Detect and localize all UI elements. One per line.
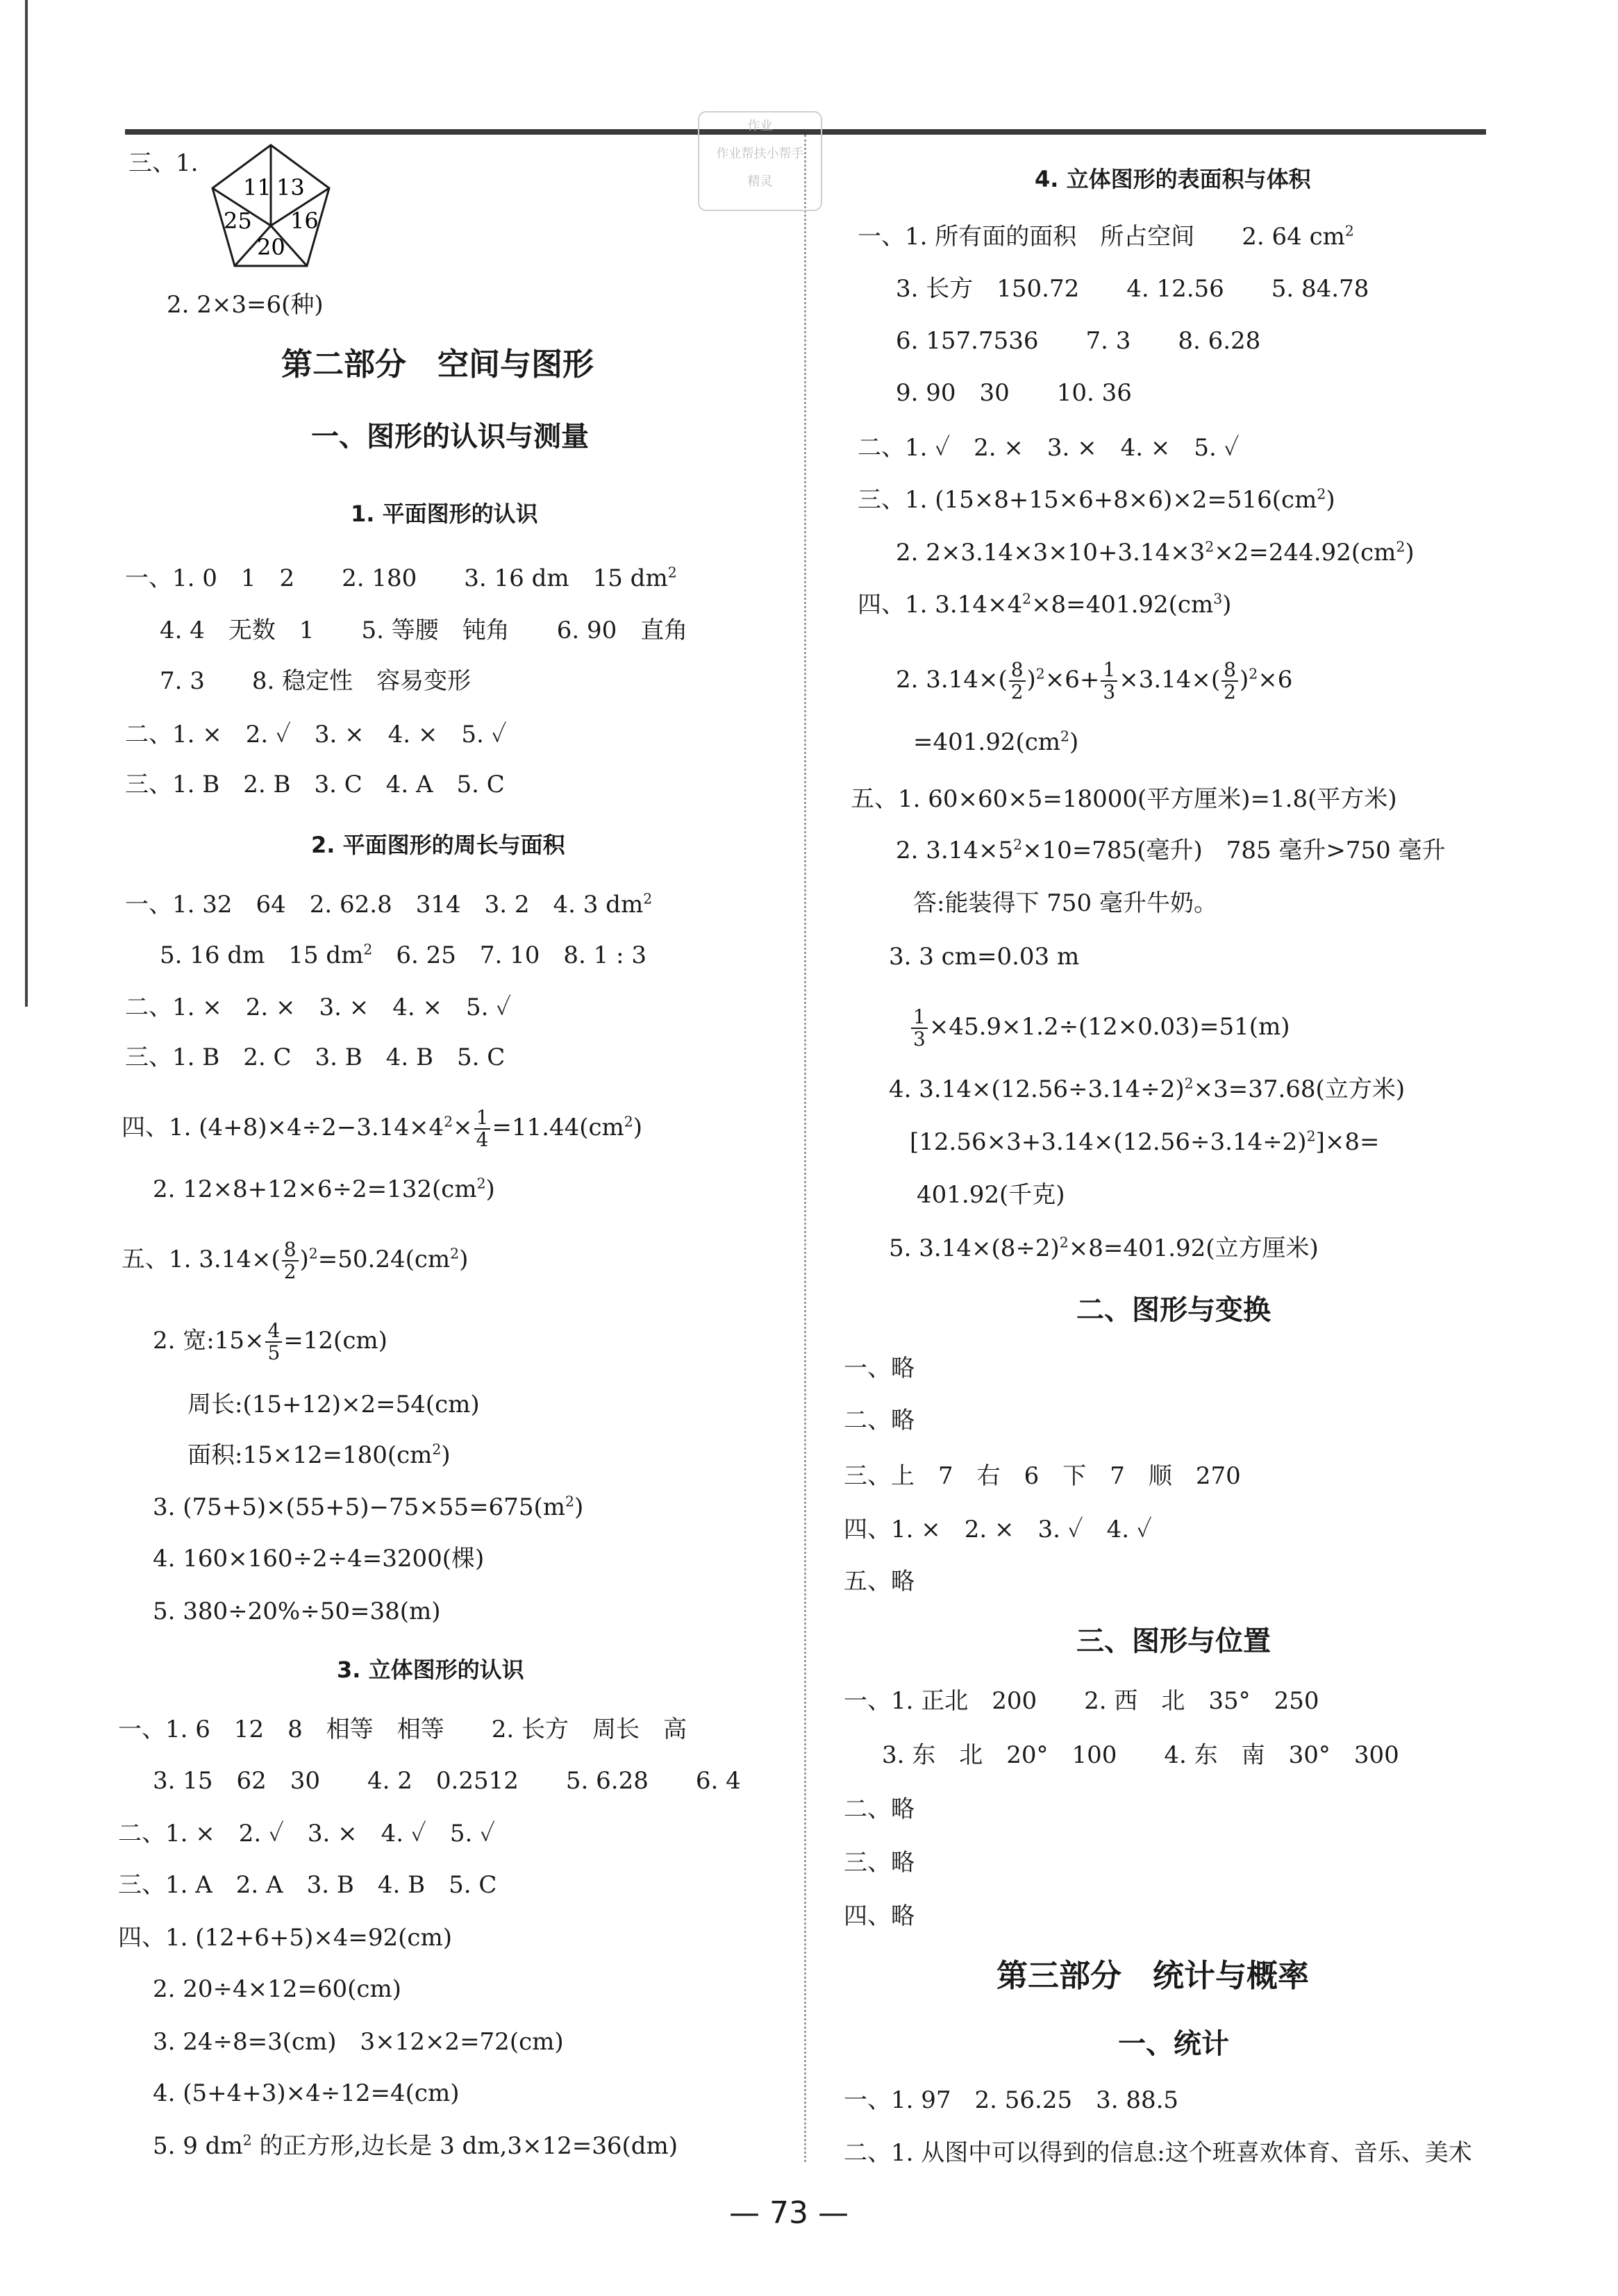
answer-line: 五、1. 3.14×( $\frac{8}{2}$ )$^2=50.24(cm^2)$ [122,1238,469,1283]
watermark-stamp: 作业 作业帮扶小帮手 精灵 [698,111,822,211]
answer-line: 5. 380÷20%÷50=38(m) [153,1598,441,1625]
answer-line: 4. (5+4+3)×4÷12=4(cm) [153,2079,460,2107]
answer-line: 四、1. $(4+8)\times 4\div 2-3.14\times 4^2\times$ $\frac{1}{4}$ $=11.44(cm^2)$ [122,1106,643,1151]
answer-line: 一、1. 所有面的面积 所占空间 2. 64 $cm^2$ [858,222,1354,251]
answer-line: 四、略 [844,1902,915,1930]
answer-line: 三、1. B 2. B 3. C 4. A 5. C [125,771,505,798]
answer-line: 3. 24÷8=3(cm) 3×12×2=72(cm) [153,2028,564,2056]
answer-line: 三、1. A 2. A 3. B 4. B 5. C [118,1871,497,1899]
section-title: 一、统计 [1118,2028,1229,2060]
answer-line: 二、1. × 2. ✓ 3. × 4. × 5. ✓ [125,721,507,748]
fraction: $\frac{8}{2}$ [1009,660,1026,703]
answer-line: 3. 3 cm=0.03 m [889,943,1080,971]
section-title: 三、图形与位置 [1076,1625,1271,1657]
fraction: $\frac{8}{2}$ [1221,660,1238,703]
answer-line: 3. 15 62 30 4. 2 0.2512 5. 6.28 6. 4 [153,1767,741,1795]
pentagon-number: 25 [224,208,252,234]
fraction: $\frac{1}{4}$ [474,1107,491,1150]
answer-line: 2. 宽:15× $\frac{4}{5}$ =12(cm) [153,1319,387,1364]
fraction: $\frac{4}{5}$ [265,1321,282,1364]
answer-line: 面积$:15\times 12=180(cm^2)$ [187,1441,451,1469]
pentagon-number: 13 [276,174,305,201]
answer-line: 四、1. × 2. × 3. ✓ 4. ✓ [844,1516,1152,1543]
fraction: $\frac{1}{3}$ [1101,660,1117,703]
answer-line: 二、1. ✓ 2. × 3. × 4. × 5. ✓ [858,434,1240,462]
answer-line: 3. 东 北 20° 100 4. 东 南 30° 300 [882,1741,1399,1769]
answer-line: 5. 9 $dm^2$ 的正方形,边长是 3 dm,3×12=36(dm) [153,2131,678,2160]
answer-line: 答:能装得下 750 毫升牛奶。 [913,889,1217,917]
answer-line: 2. $12\times 8+12\times 6\div 2=132(cm^2)$ [153,1175,495,1203]
answer-line: 5. $3.14\times(8\div 2)^2\times 8=401.92$(立方厘米) [889,1234,1319,1262]
answer-line: 一、1. 6 12 8 相等 相等 2. 长方 周长 高 [118,1716,687,1743]
answer-line: 一、1. 0 1 2 2. 180 3. 16 dm 15 $dm^2$ [125,564,677,592]
answer-line: 二、1. × 2. ✓ 3. × 4. ✓ 5. ✓ [118,1820,496,1847]
section-title: 二、图形与变换 [1076,1294,1271,1326]
answer-line: 2. 3.14×( $\frac{8}{2}$ )$^2$×6+ $\frac{1}{3}$ ×3.14×( $\frac{8}{2}$ )$^2$×6 [896,658,1293,703]
answer-line: 四、1. (12+6+5)×4=92(cm) [118,1924,452,1952]
answer-line: 4. $3.14\times(12.56\div 3.14\div 2)^2\times 3=37.68$(立方米) [889,1075,1406,1103]
answer-line: 二、略 [844,1407,915,1434]
answer-line: 2. 2×3=6(种) [167,291,324,319]
answer-line: 三、略 [844,1849,915,1877]
answer-line: 一、1. 97 2. 56.25 3. 88.5 [844,2086,1179,2114]
answer-line: 一、1. 32 64 2. 62.8 314 3. 2 4. 3 $dm^2$ [125,890,653,919]
answer-line: 二、略 [844,1795,915,1823]
answer-line: $\frac{1}{3}$ ×45.9×1.2÷(12×0.03)=51(m) [910,1007,1290,1050]
pentagon-number: 16 [290,208,319,234]
answer-line: 2. $2\times 3.14\times 3\times 10+3.14\times 3^2\times 2=244.92(cm^2)$ [896,538,1415,567]
part2-title: 第二部分 空间与图形 [281,346,594,383]
page-edge [25,0,28,1007]
answer-line: 6. 157.7536 7. 3 8. 6.28 [896,327,1261,355]
answer-line: 9. 90 30 10. 36 [896,379,1132,407]
answer-line: 二、1. 从图中可以得到的信息:这个班喜欢体育、音乐、美术 [844,2139,1472,2167]
answer-line: 二、1. × 2. × 3. × 4. × 5. ✓ [125,994,512,1021]
answer-line: 周长:(15+12)×2=54(cm) [187,1391,480,1418]
answer-line: 3. $(75+5)\times(55+5)-75\times 55=675(m^2)$ [153,1493,584,1521]
answer-line: $=401.92(cm^2)$ [913,728,1079,756]
fraction: $\frac{8}{2}$ [282,1239,299,1282]
section-title: 一、图形的认识与测量 [311,421,589,453]
part3-title: 第三部分 统计与概率 [996,1957,1310,1994]
subsection-title: 4. 立体图形的表面积与体积 [1035,166,1311,192]
answer-line: 一、1. 正北 200 2. 西 北 35° 250 [844,1687,1319,1715]
column-divider [804,135,806,2162]
subsection-title: 2. 平面图形的周长与面积 [311,832,565,858]
answer-line: 4. 160×160÷2÷4=3200(棵) [153,1545,485,1573]
answer-line: 一、略 [844,1355,915,1382]
answer-line: 三、1. $(15\times 8+15\times 6+8\times 6)\times 2=516(cm^2)$ [858,485,1335,514]
answer-line: 三、上 7 右 6 下 7 顺 270 [844,1462,1241,1490]
answer-line: 4. 4 无数 1 5. 等腰 钝角 6. 90 直角 [160,617,688,644]
section-three-label: 三、1. [128,149,199,177]
pentagon-figure [208,142,333,271]
answer-line: $[12.56\times 3+3.14\times(12.56\div 3.14\div 2)^2]\times 8=$ [910,1128,1380,1156]
pentagon-number: 11 [243,174,272,201]
pentagon-number: 20 [257,234,285,260]
subsection-title: 1. 平面图形的认识 [351,501,538,527]
answer-line: 2. 20÷4×12=60(cm) [153,1975,401,2003]
answer-line: 2. $3.14\times 5^2\times 10=785$(毫升) 785 毫升>750 毫升 [896,836,1446,864]
page-number: — 73 — [729,2195,849,2231]
answer-line: 401.92(千克) [917,1181,1065,1209]
answer-line: 三、1. B 2. C 3. B 4. B 5. C [125,1044,506,1071]
fraction: $\frac{1}{3}$ [911,1007,928,1050]
subsection-title: 3. 立体图形的认识 [337,1657,524,1683]
answer-line: 五、略 [844,1568,915,1595]
answer-line: 五、1. 60×60×5=18000(平方厘米)=1.8(平方米) [851,785,1397,813]
answer-line: 3. 长方 150.72 4. 12.56 5. 84.78 [896,275,1369,303]
answer-line: 7. 3 8. 稳定性 容易变形 [160,667,472,695]
answer-line: 5. 16 dm 15 $dm^2$ 6. 25 7. 10 8. 1 : 3 [160,941,647,969]
answer-line: 四、1. $3.14\times 4^2\times 8=401.92(cm^3)$ [858,590,1232,619]
